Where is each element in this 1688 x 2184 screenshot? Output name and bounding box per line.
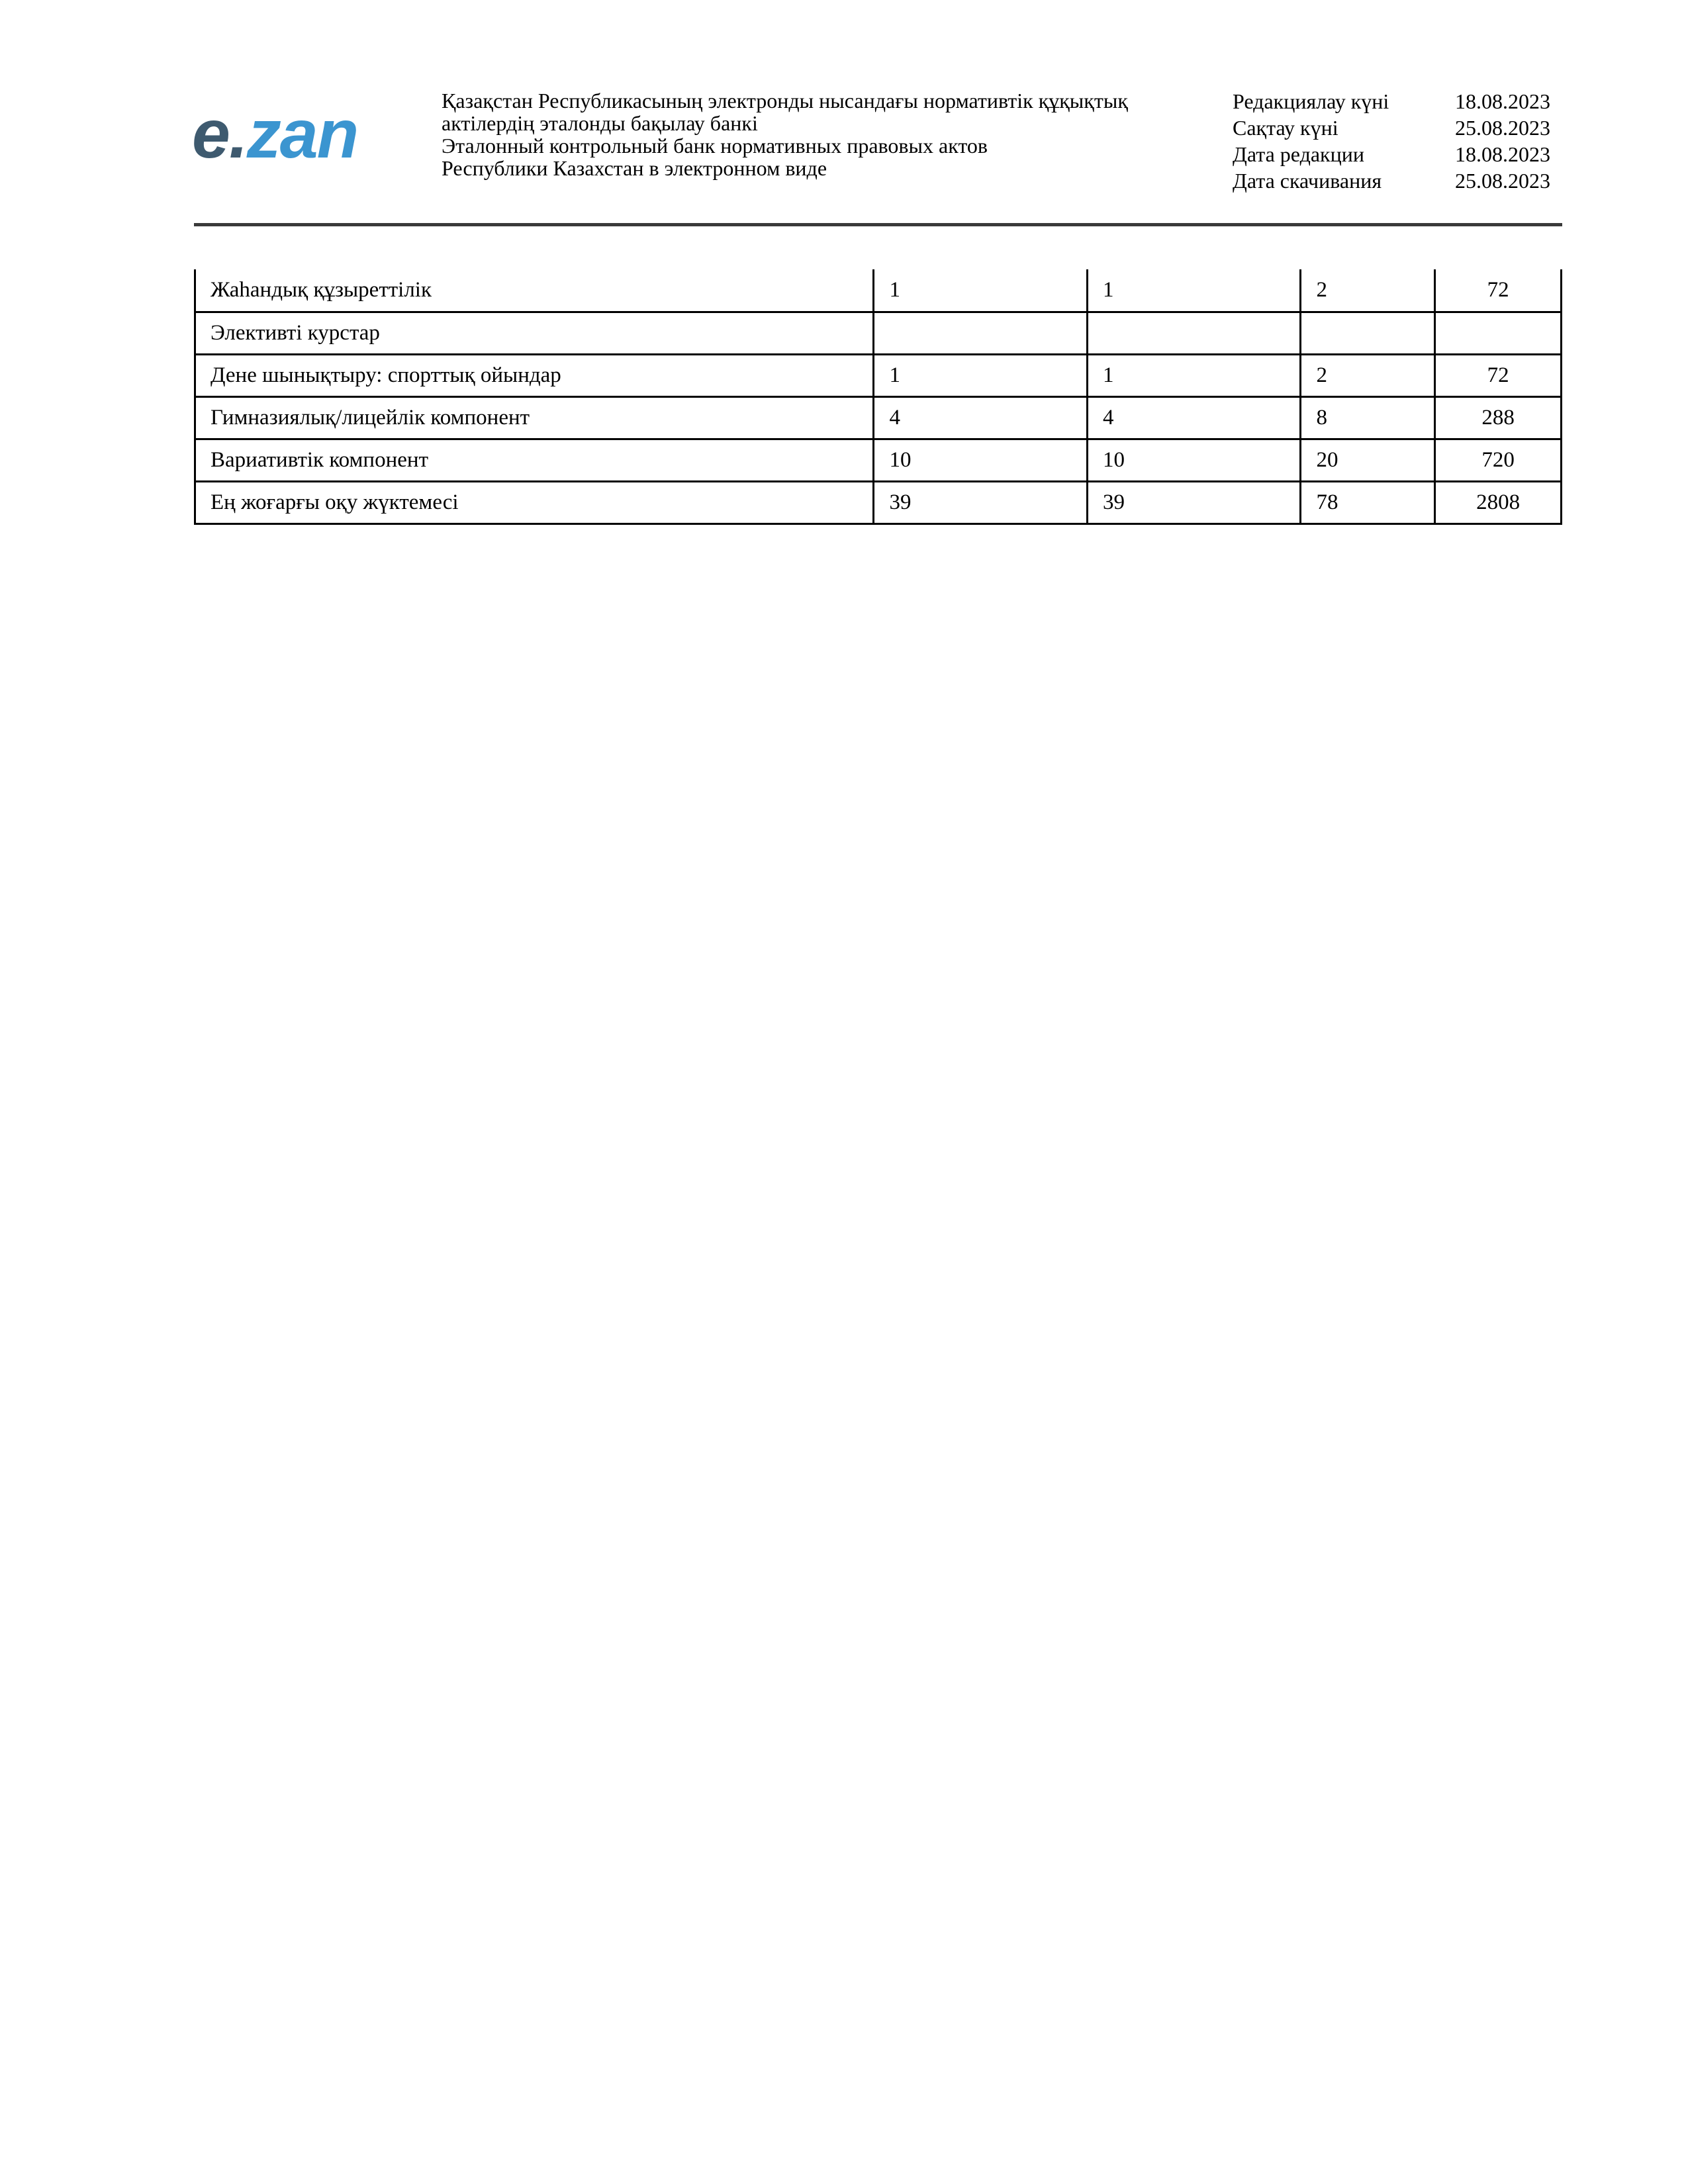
- table-cell: 1: [874, 269, 1088, 312]
- header-dates: [1233, 88, 1564, 194]
- table-cell: 1: [1087, 354, 1301, 396]
- table-cell-subject: Ең жоғарғы оқу жүктемесі: [195, 481, 874, 523]
- date-row-edit-kz: [1233, 88, 1564, 114]
- date-value: 25.08.2023: [1455, 169, 1550, 193]
- date-value: 18.08.2023: [1455, 89, 1550, 113]
- table-cell: 39: [874, 481, 1088, 523]
- date-row-edit-ru: [1233, 141, 1564, 167]
- date-label: Редакциялау күні: [1233, 89, 1389, 113]
- date-label: Сақтау күні: [1233, 116, 1338, 140]
- table-cell-total: 720: [1435, 439, 1562, 481]
- table-cell-total: 72: [1435, 354, 1562, 396]
- table-cell-subject: Гимназиялық/лицейлік компонент: [195, 396, 874, 439]
- table-row: [195, 354, 1562, 396]
- table-cell: 78: [1301, 481, 1435, 523]
- date-value: 25.08.2023: [1455, 116, 1550, 140]
- table-cell-total: 288: [1435, 396, 1562, 439]
- table-cell: 10: [1087, 439, 1301, 481]
- table-cell: 1: [874, 354, 1088, 396]
- date-value: 18.08.2023: [1455, 142, 1550, 166]
- header-title-line: Эталонный контрольный банк нормативных правовых актов: [442, 134, 988, 158]
- date-label: Дата скачивания: [1233, 169, 1382, 193]
- table-cell: 10: [874, 439, 1088, 481]
- table-cell: 4: [1087, 396, 1301, 439]
- table-cell: [1301, 312, 1435, 354]
- logo-zan: zan: [246, 96, 358, 173]
- table-cell-subject: Жаһандық құзыреттілік: [195, 269, 874, 312]
- table-row: [195, 481, 1562, 523]
- table-cell: 4: [874, 396, 1088, 439]
- table-cell: 2: [1301, 269, 1435, 312]
- table-row: [195, 396, 1562, 439]
- curriculum-table: [194, 269, 1562, 525]
- table-cell-total: 72: [1435, 269, 1562, 312]
- date-label: Дата редакции: [1233, 142, 1364, 166]
- header-divider: [194, 223, 1562, 226]
- table-cell-subject: Дене шынықтыру: спорттық ойындар: [195, 354, 874, 396]
- table-cell-total: 2808: [1435, 481, 1562, 523]
- header-title-line: Қазақстан Республикасының электронды нысандағы нормативтік құқықтық: [442, 89, 1128, 113]
- table-cell-total: [1435, 312, 1562, 354]
- table-cell: 2: [1301, 354, 1435, 396]
- table-cell: [874, 312, 1088, 354]
- ezan-logo: [192, 98, 391, 171]
- table-cell-subject: Элективті курстар: [195, 312, 874, 354]
- table-cell: 20: [1301, 439, 1435, 481]
- logo-e: e: [192, 96, 229, 173]
- header-title-line: Республики Казахстан в электронном виде: [442, 156, 827, 180]
- date-row-download-ru: [1233, 167, 1564, 194]
- table-cell: 8: [1301, 396, 1435, 439]
- table-row: [195, 269, 1562, 312]
- logo-dot: .: [228, 96, 247, 173]
- header-title-line: актілердің эталонды бақылау банкі: [442, 111, 758, 135]
- date-row-save-kz: [1233, 114, 1564, 141]
- table-cell: [1087, 312, 1301, 354]
- table-cell: 39: [1087, 481, 1301, 523]
- table-row: [195, 439, 1562, 481]
- header-title: [442, 89, 1203, 179]
- table-cell: 1: [1087, 269, 1301, 312]
- table-cell-subject: Вариативтік компонент: [195, 439, 874, 481]
- table-row: [195, 312, 1562, 354]
